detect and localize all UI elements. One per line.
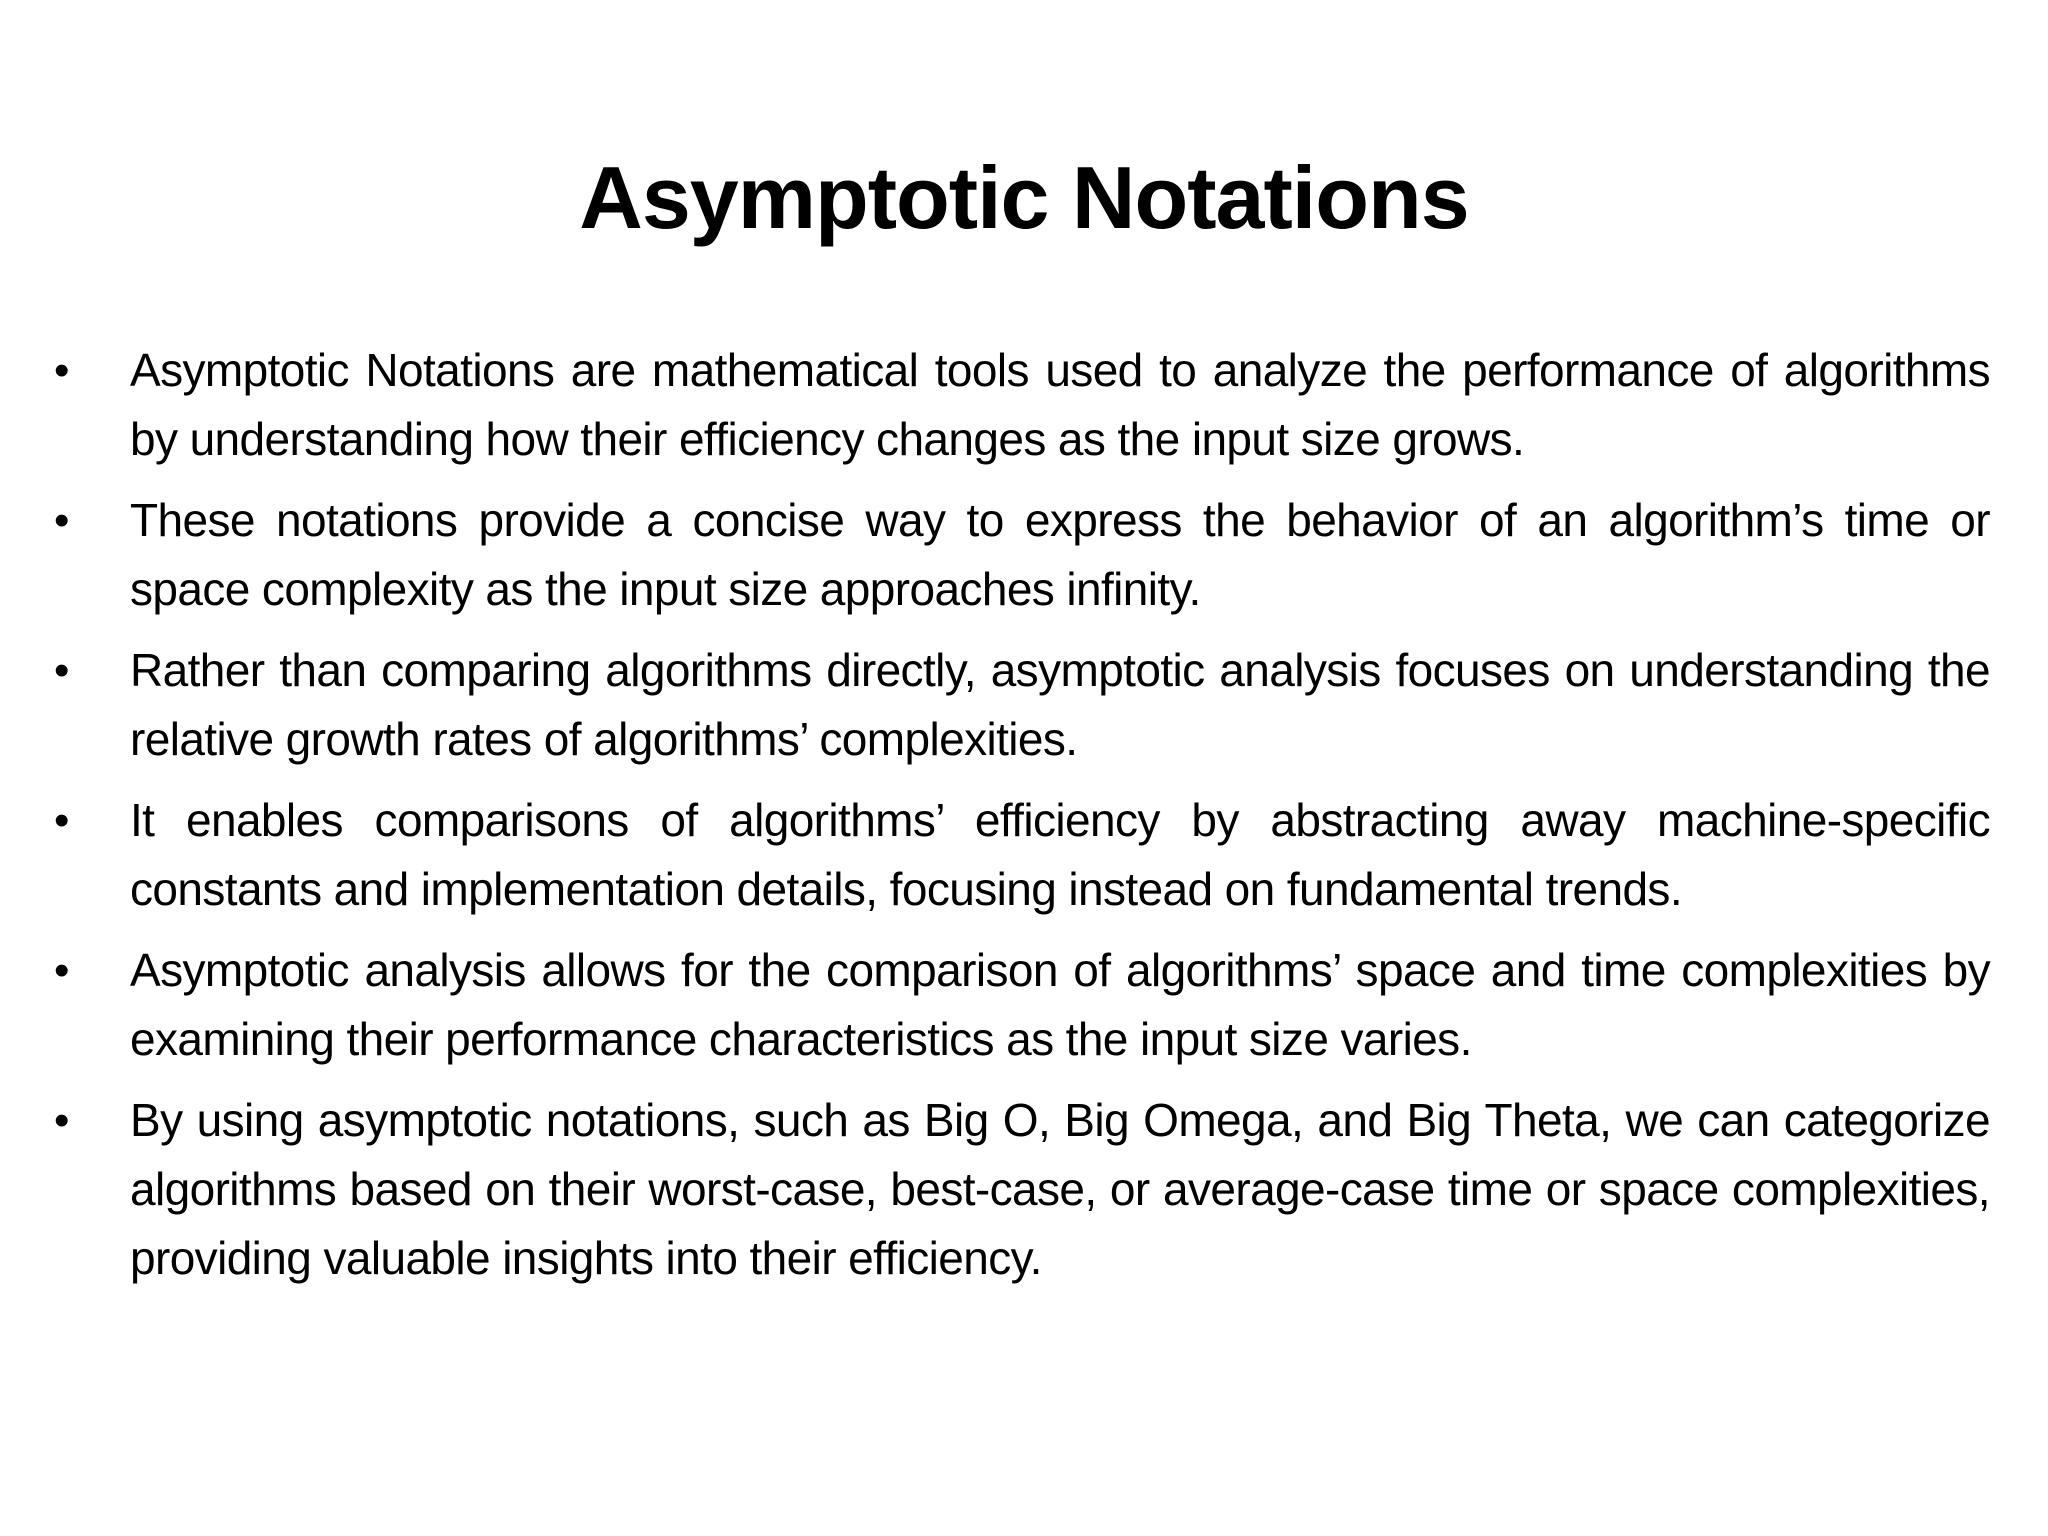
bullet-icon: • bbox=[54, 496, 70, 545]
bullet-text: By using asymptotic notations, such as Big O, Big Omega, and Big Theta, we can categorize algorithms based on their worst-case, best-case, or average-case time or space complexities, providing valuable insights into their efficiency. bbox=[130, 1094, 1990, 1284]
bullet-text: Asymptotic analysis allows for the comparison of algorithms’ space and time complexities by examining their performance characteristics as the input size varies. bbox=[130, 944, 1990, 1065]
bullet-text: Rather than comparing algorithms directly, asymptotic analysis focuses on understanding the relative growth rates of algorithms’ complexities. bbox=[130, 644, 1990, 765]
bullet-icon: • bbox=[54, 796, 70, 845]
bullet-item bbox=[54, 636, 1990, 774]
bullet-text: Asymptotic Notations are mathematical tools used to analyze the performance of algorithms by understanding how their efficiency changes as the input size grows. bbox=[130, 344, 1990, 465]
bullet-item bbox=[54, 336, 1990, 474]
bullet-item bbox=[54, 786, 1990, 924]
bullet-text: These notations provide a concise way to express the behavior of an algorithm’s time or space complexity as the input size approaches infinity. bbox=[130, 494, 1990, 615]
bullet-icon: • bbox=[54, 1096, 70, 1145]
bullet-list bbox=[54, 336, 1990, 1305]
bullet-icon: • bbox=[54, 646, 70, 695]
bullet-text: It enables comparisons of algorithms’ efficiency by abstracting away machine-specific constants and implementation details, focusing instead on fundamental trends. bbox=[130, 794, 1990, 915]
bullet-item bbox=[54, 1086, 1990, 1293]
bullet-item bbox=[54, 486, 1990, 624]
slide-title: Asymptotic Notations bbox=[579, 148, 1469, 247]
bullet-icon: • bbox=[54, 946, 70, 995]
bullet-icon: • bbox=[54, 346, 70, 395]
bullet-item bbox=[54, 936, 1990, 1074]
